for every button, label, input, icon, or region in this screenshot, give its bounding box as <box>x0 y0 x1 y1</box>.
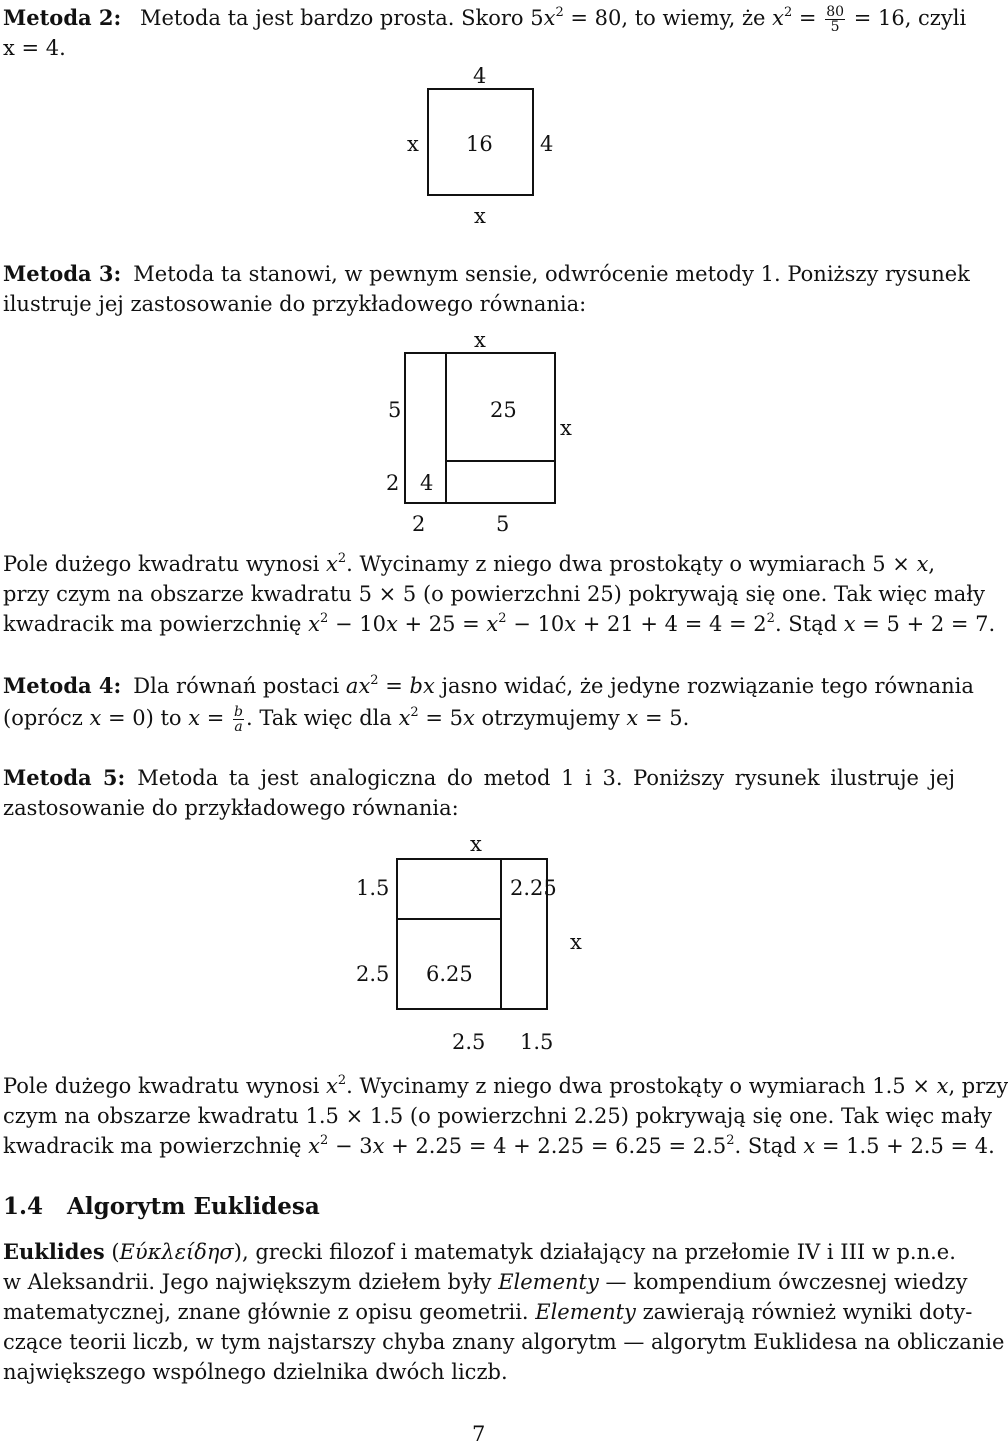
method3-para-line2: przy czym na obszarze kwadratu 5 × 5 (o powierzchni 25) pokrywają się one. Tak więc mały <box>3 582 985 606</box>
label-left: x <box>407 132 419 156</box>
method3-line2: ilustruje jej zastosowanie do przykładowego równania: <box>3 292 587 316</box>
method4-line1: Metoda 4: Dla równań postaci $ax^2$ = bx jasno widać, że jedyne rozwiązanie tego równania <box>3 673 974 698</box>
label-bottom-b: 1.5 <box>520 1030 554 1054</box>
label-top: 4 <box>473 64 487 88</box>
label-left-strip: 5 <box>388 398 402 422</box>
method5-line1: Metoda 5: Metoda ta jest analogiczna do metod 1 i 3. Poniższy rysunek ilustruje jej <box>3 765 955 790</box>
label-right: x <box>570 930 582 954</box>
method3-para-line3: kwadracik ma powierzchnię $x^2 - 10x + 25 = x^2 - 10x + 21 + 4 = 4 = 2^2$. Stąd x = 5 + 2 = 7. <box>3 611 996 636</box>
horizontal-cut <box>396 918 502 920</box>
label-center: 6.25 <box>426 962 473 986</box>
section-title: Algorytm Euklidesa <box>67 1193 320 1220</box>
page-number: 7 <box>472 1422 486 1446</box>
method3-line1: Metoda 3: Metoda ta stanowi, w pewnym sensie, odwrócenie metody 1. Poniższy rysunek <box>3 261 970 286</box>
method2-line2: x = 4. <box>3 36 66 60</box>
method5-para-line2: czym na obszarze kwadratu 1.5 × 1.5 (o powierzchni 2.25) pokrywają się one. Tak więc mały <box>3 1104 992 1128</box>
label-corner-a: 2 <box>386 471 400 495</box>
label-right: x <box>560 416 572 440</box>
method5-para-line3: kwadracik ma powierzchnię $x^2 - 3x + 2.25 = 4 + 2.25 = 6.25 = 2.5^2$. Stąd x = 1.5 + 2.5 = 4. <box>3 1133 995 1158</box>
label-corner-b: 4 <box>420 471 434 495</box>
section-number: 1.4 <box>3 1193 44 1220</box>
label-bottom-a: 2 <box>412 512 426 536</box>
vertical-cut <box>445 352 447 504</box>
fraction-80-over-5: $\frac{80}{5}$ <box>826 4 845 35</box>
method5-figure <box>350 830 610 1060</box>
method5-para-line1: Pole dużego kwadratu wynosi $x^2$. Wycinamy z niego dwa prostokąty o wymiarach 1.5 × x, przy <box>3 1073 1008 1098</box>
label-top: x <box>470 832 482 856</box>
label-center: 16 <box>466 132 493 156</box>
section-line5: największego wspólnego dzielnika dwóch liczb. <box>3 1360 508 1384</box>
section-line2: w Aleksandrii. Jego największym dziełem były Elementy — kompendium ówczesnej wiedzy <box>3 1270 968 1294</box>
label-left-top: 1.5 <box>356 876 390 900</box>
section-heading <box>3 1192 320 1222</box>
label-right: 4 <box>540 132 554 156</box>
fraction-b-over-a: $\frac{b}{a}$ <box>234 704 244 735</box>
label-bottom: x <box>474 204 486 228</box>
method4-line2: (oprócz x = 0) to x = $\frac{b}{a}$ . Tak więc dla $x^2 = 5x$ otrzymujemy x = 5. <box>3 704 690 735</box>
label-bottom-a: 2.5 <box>452 1030 486 1054</box>
method2-line1: Metoda 2: Metoda ta jest bardzo prosta. Skoro $5x^2 = 80$, to wiemy, że $x^2$ = $\frac{80}{5}$ = 16, czyli <box>3 4 967 35</box>
method4-label: Metoda 4: <box>3 673 122 698</box>
label-top: x <box>474 328 486 352</box>
section-line1: Euklides (Εύκλείδησ), grecki filozof i matematyk działający na przełomie IV i III w p.n.e. <box>3 1239 956 1264</box>
horizontal-cut <box>445 460 556 462</box>
method3-label: Metoda 3: <box>3 261 122 286</box>
label-bottom-b: 5 <box>496 512 510 536</box>
method2-figure <box>380 64 600 234</box>
label-left-bottom: 2.5 <box>356 962 390 986</box>
method2-label: Metoda 2: <box>3 5 122 30</box>
section-line3: matematycznej, znane głównie z opisu geometrii. Elementy zawierają również wyniki doty- <box>3 1300 973 1324</box>
method3-para-line1: Pole dużego kwadratu wynosi $x^2$. Wycinamy z niego dwa prostokąty o wymiarach 5 × x, <box>3 551 936 576</box>
method3-figure <box>380 326 600 540</box>
vertical-cut <box>500 858 502 1010</box>
method5-line2: zastosowanie do przykładowego równania: <box>3 796 459 820</box>
method5-label: Metoda 5: <box>3 765 126 790</box>
label-center: 25 <box>490 398 517 422</box>
section-line4: czące teorii liczb, w tym najstarszy chyba znany algorytm — algorytm Euklidesa na obliczanie <box>3 1330 1005 1354</box>
label-right-top: 2.25 <box>510 876 557 900</box>
